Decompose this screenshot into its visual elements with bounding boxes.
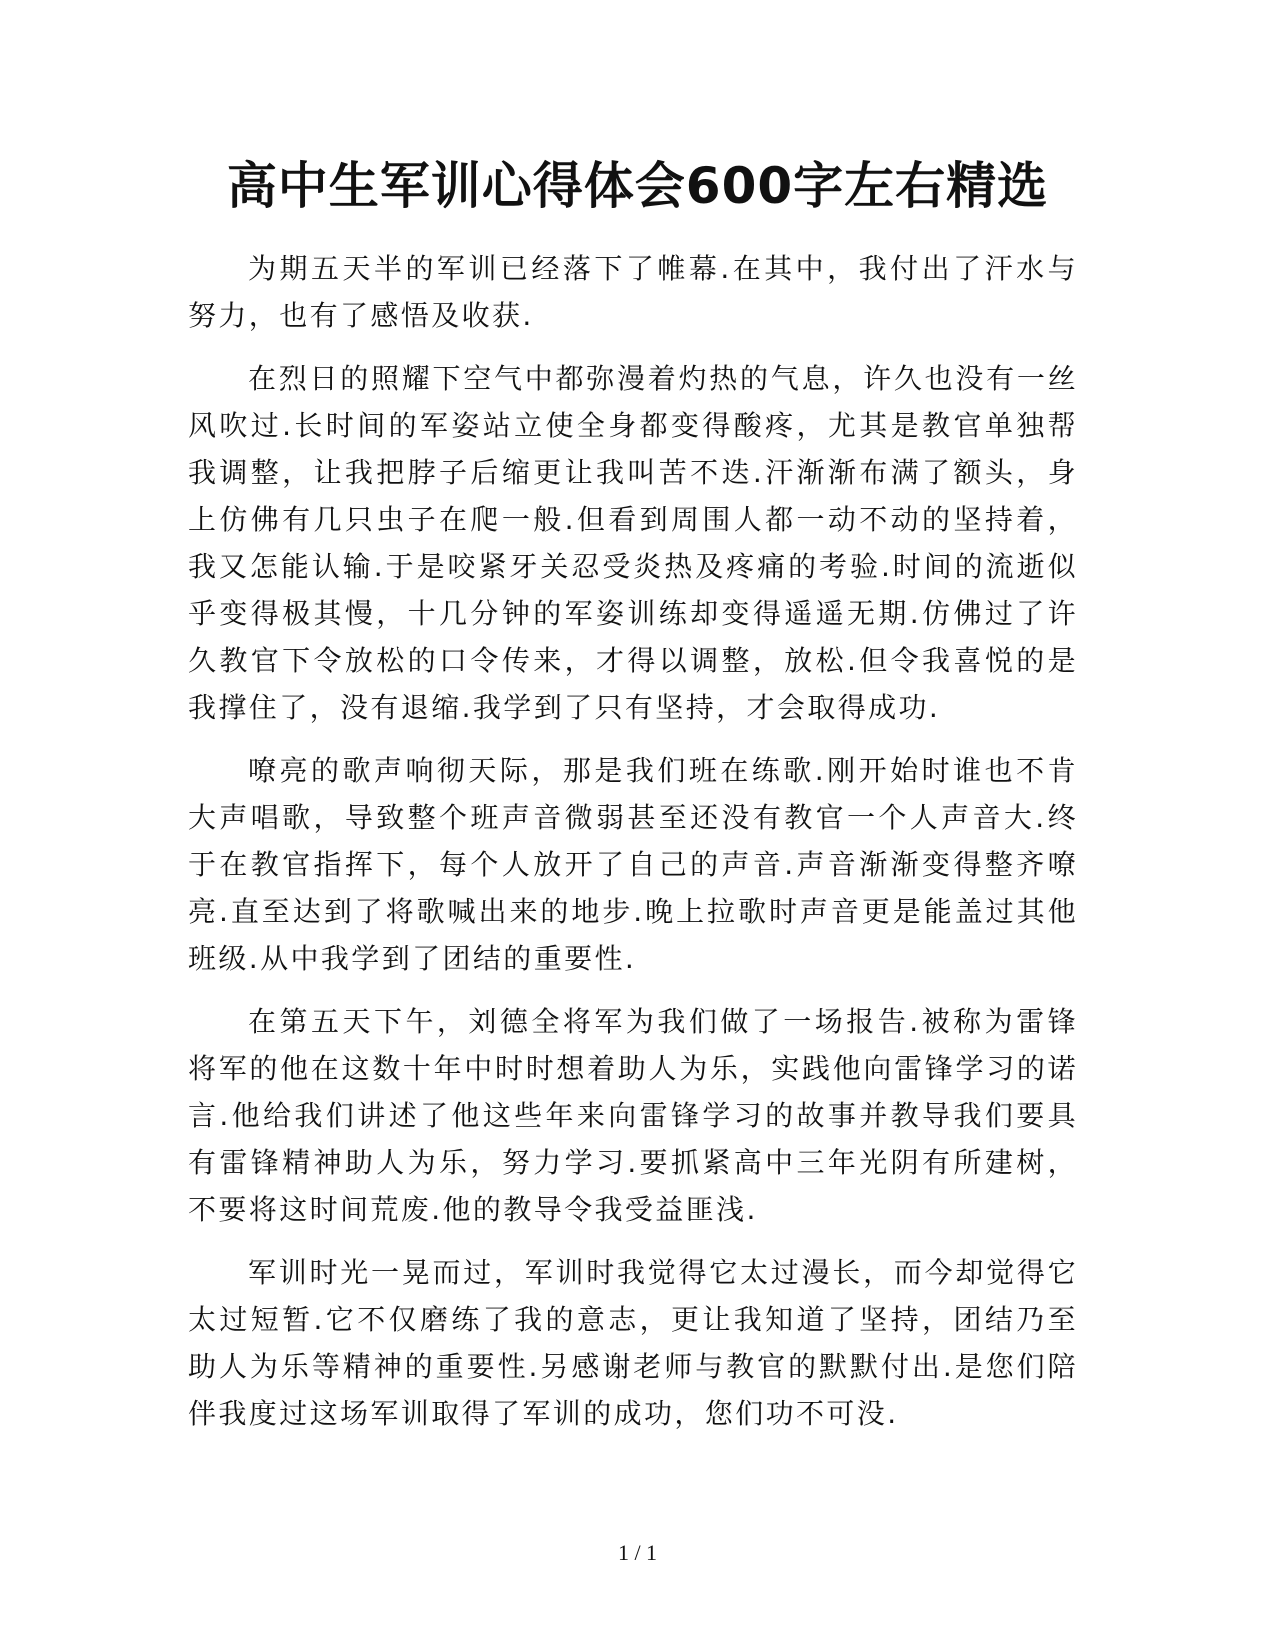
paragraph-1: 为期五天半的军训已经落下了帷幕.在其中，我付出了汗水与努力，也有了感悟及收获. (188, 252, 1078, 332)
paragraph-2: 在烈日的照耀下空气中都弥漫着灼热的气息，许久也没有一丝风吹过.长时间的军姿站立使全身都变得酸疼，尤其是教官单独帮我调整，让我把脖子后缩更让我叫苦不迭.汗渐渐布满了额头，身上仿佛有几只虫子在爬一般.但看到周围人都一动不动的坚持着，我又怎能认输.于是咬紧牙关忍受炎热及疼痛的考验.时间的流逝似乎变得极其慢，十几分钟的军姿训练却变得遥遥无期.仿佛过了许久教官下令放松的口令传来，才得以调整，放松.但令我喜悦的是我撑住了，没有退缩.我学到了只有坚持，才会取得成功. (188, 362, 1078, 724)
document-title: 高中生军训心得体会600字左右精选 (226, 157, 1049, 215)
paragraph-4: 在第五天下午，刘德全将军为我们做了一场报告.被称为雷锋将军的他在这数十年中时时想着助人为乐，实践他向雷锋学习的诺言.他给我们讲述了他这些年来向雷锋学习的故事并教导我们要具有雷锋精神助人为乐，努力学习.要抓紧高中三年光阴有所建树，不要将这时间荒废.他的教导令我受益匪浅. (188, 1005, 1078, 1226)
paragraph-5: 军训时光一晃而过，军训时我觉得它太过漫长，而今却觉得它太过短暂.它不仅磨练了我的意志，更让我知道了坚持，团结乃至助人为乐等精神的重要性.另感谢老师与教官的默默付出.是您们陪伴我度过这场军训取得了军训的成功，您们功不可没. (188, 1256, 1078, 1430)
paragraph-3: 嘹亮的歌声响彻天际，那是我们班在练歌.刚开始时谁也不肯大声唱歌，导致整个班声音微弱甚至还没有教官一个人声音大.终于在教官指挥下，每个人放开了自己的声音.声音渐渐变得整齐嘹亮.直至达到了将歌喊出来的地步.晚上拉歌时声音更是能盖过其他班级.从中我学到了团结的重要性. (188, 754, 1078, 975)
page-number: 1 / 1 (617, 1540, 658, 1565)
document-body (188, 245, 1078, 1453)
